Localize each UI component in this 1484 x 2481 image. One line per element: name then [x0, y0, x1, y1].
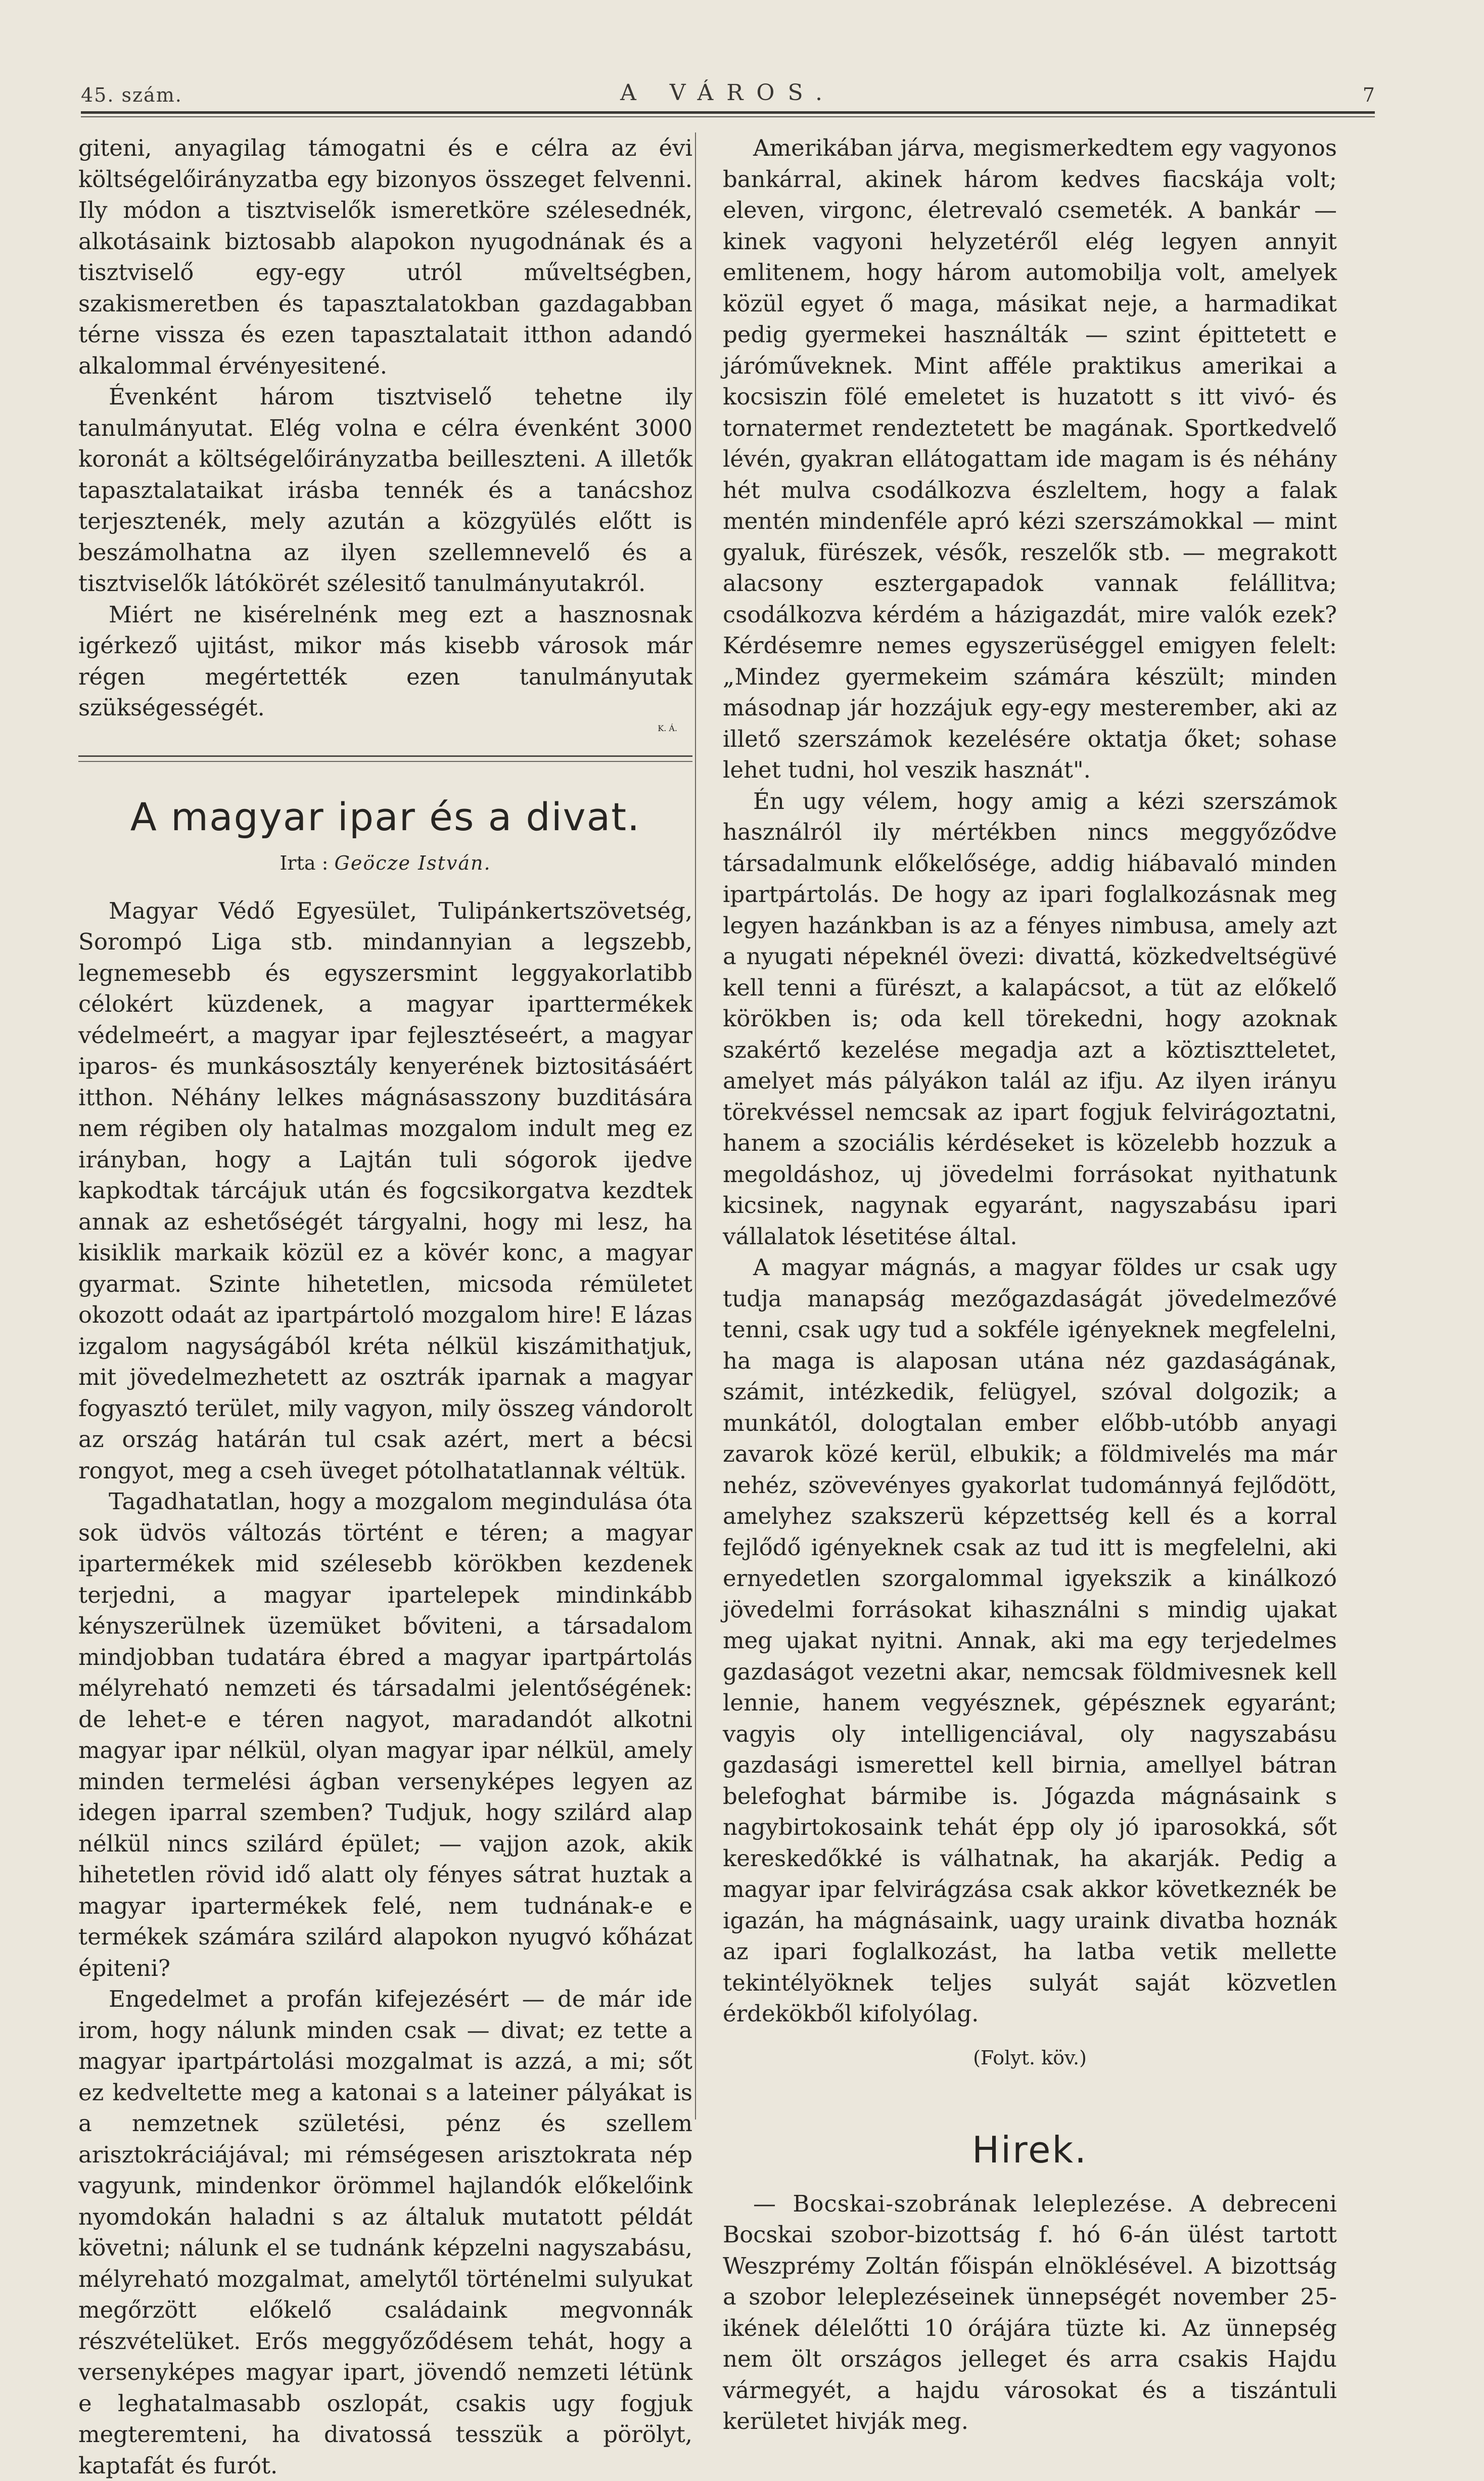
- section-separator: [78, 755, 692, 757]
- news-section-title: Hirek.: [971, 2128, 1088, 2171]
- intro-signature-line: [78, 724, 692, 733]
- news-item: [723, 2188, 1337, 2437]
- news-body: A debreceni Bocskai szobor-bizottság f. hó 6-án ülést tartott Weszprémy Zoltán főispán elnöklésével. A bizottság a szobor leleplezéseinek ünnepségét november 25-ikének délelőtti 10 órájára tüzte ki. Az ünnepség nem ölt országos jelleget és arra csakis Hajdu vármegyét, a hajdu városokat és a tiszántuli kerületet hivják meg.: [723, 2190, 1337, 2434]
- header-rule: [81, 111, 1375, 114]
- left-column: [78, 132, 692, 2481]
- news-headline: — Bocskai-szobrának leleplezése.: [753, 2190, 1174, 2217]
- column-divider: [695, 132, 696, 2119]
- header-rule-thin: [81, 116, 1375, 117]
- byline-prefix: Irta :: [280, 851, 329, 874]
- article-paragraph-1: Magyar Védő Egyesület, Tulipánkertszövetség, Sorompó Liga stb. mindannyian a legszebb, legnemesebb és egyszersmint leggyakorlatibb célokért küzdenek, a magyar iparttermékek védelmeért, a magyar ipar fejlesztéseért, a magyar iparos- és munkásosztály kenyerének biztositásáért itthon. Néhány lelkes mágnásasszony buzditására nem régiben oly hatalmas mozgalom indult meg ez irányban, hogy a Lajtán tuli sógorok ijedve kapkodtak tárcájuk után és fogcsikorgatva kezdtek annak az eshetőségét tárgyalni, hogy mi lesz, ha kisiklik markaik közül ez a kövér konc, a magyar gyarmat. Szinte hihetetlen, micsoda rémületet okozott odaát az ipartpártoló mozgalom hire! E lázas izgalom nagyságából kréta nélkül kiszámithatjuk, mit jövedelmezhetett az osztrák iparnak a magyar fogyasztó terület, mily vagyon, mily összeg vándorolt az ország határán tul csak azért, mert a bécsi rongyot, meg a cseh üveget pótolhatatlannak véltük.: [78, 897, 692, 1484]
- issue-number: 45. szám.: [81, 84, 182, 106]
- article-paragraph-4: Amerikában járva, megismerkedtem egy vagyonos bankárral, akinek három kedves fiacskája volt; eleven, virgonc, életrevaló csemeték. A bankár — kinek vagyoni helyzetéről elég legyen annyit emlitenem, hogy három automobilja volt, amelyek közül egyet ő maga, másikat neje, a harmadikat pedig gyermekei használták — szint épittetett e járóműveknek. Mint afféle praktikus amerikai a kocsiszin fölé emeletet is huzatott s itt vivó- és tornatermet rendeztetett be magának. Sportkedvelő lévén, gyakran ellátogattam ide magam is és néhány hét mulva csodálkozva észleltem, hogy a falak mentén mindenféle apró kézi szerszámokkal — mint gyaluk, fürészek, vésők, reszelők stb. — megrakott alacsony esztergapadok vannak felállitva; csodálkozva kérdém a házigazdát, mire valók ezek? Kérdésemre nemes egyszerüséggel emigyen felelt: „Mindez gyermekeim számára készült; minden másodnap jár hozzájuk egy-egy mesterember, aki az illető szerszámok kezelésére oktatja őket; sohase lehet tudni, hol veszik hasznát".: [723, 134, 1337, 783]
- intro-signature: K. Á.: [658, 723, 677, 733]
- intro-paragraph-1: giteni, anyagilag támogatni és e célra az évi költségelőirányzatba egy bizonyos összeget felvenni. Ily módon a tisztviselők ismeretköre szélesednék, alkotásaink biztosabb alapokon nyugodnának és a tisztviselő egy-egy utról műveltségben, szakismeretben és tapasztalatokban gazdagabban térne vissza és ezen tapasztalatait itthon adandó alkalommal érvényesitené.: [78, 134, 692, 379]
- page-number: 7: [1362, 84, 1375, 106]
- article-title: A magyar ipar és a divat.: [130, 794, 641, 839]
- byline-author: Geöcze István.: [334, 851, 491, 874]
- article-byline: [78, 852, 692, 874]
- newspaper-title: A VÁROS.: [620, 80, 836, 106]
- article-paragraph-3: Engedelmet a profán kifejezésért — de már ide irom, hogy nálunk minden csak — divat; ez tette a magyar ipartpártolási mozgalmat is azzá, a mi; sőt ez kedveltette meg a katonai s a lateiner pályákat is a nemzetnek születési, pénz és szellem arisztokráciájával; mi rémségesen arisztokrata nép vagyunk, mindenkor örömmel hajlandók előkelőink nyomdokán haladni s az általuk mutatott példát követni; nálunk el se tudnánk képzelni nagyszabásu, mélyreható mozgalmat, amelytől történelmi sulyukat megőrzött előkelő családaink megvonnák részvételüket. Erős meggyőződésem tehát, hogy a versenyképes magyar ipart, jövendő nemzeti létünk e leghatalmasabb oszlopát, csakis ugy fogjuk megteremteni, ha divatossá tesszük a pörölyt, kaptafát és furót.: [78, 1986, 692, 2479]
- intro-paragraph-2: Évenként három tisztviselő tehetne ily tanulmányutat. Elég volna e célra évenként 3000 koronát a költségelőirányzatba beilleszteni. A illetők tapasztalataikat irásba tennék és a tanácshoz terjesztenék, mely azután a közgyülés előtt is beszámolhatna az ilyen szellemnevelő és a tisztviselők látókörét szélesitő tanulmányutakról.: [78, 383, 692, 597]
- article-paragraph-5: Én ugy vélem, hogy amig a kézi szerszámok használról ily mértékben nincs meggyőződve társadalmunk előkelősége, addig hiábavaló minden ipartpártolás. De hogy az ipari foglalkozásnak meg legyen hazánkban is az a fényes nimbusa, amely azt a nyugati népeknél övezi: divattá, közkedveltségüvé kell tenni a fürészt, a kalapácsot, a tüt az előkelő körökben is; oda kell törekedni, hogy azoknak szakértő kezelése megadja azt a köztisztteletet, amelyet más pályákon talál az ifju. Az ilyen irányu törekvéssel nemcsak az ipart fogjuk felvirágoztatni, hanem a szociális kérdéseket is közelebb hozzuk a megoldáshoz, uj jövedelmi forrásokat nyithatunk kicsinek, nagynak egyaránt, nagyszabásu ipari vállalatok lésetitése által.: [723, 787, 1337, 1250]
- article-paragraph-2: Tagadhatatlan, hogy a mozgalom megindulása óta sok üdvös változás történt e téren; a magyar ipartermékek mid szélesebb körökben kezdenek terjedni, a magyar ipartelepek mindinkább kényszerülnek üzemüket bőviteni, a társadalom mindjobban tudatára ébred a magyar ipartpártolás mélyreható nemzeti és társadalmi jelentőségének: de lehet-e e téren nagyot, maradandót alkotni magyar ipar nélkül, olyan magyar ipar nélkül, amely minden termelési ágban versenyképes legyen az idegen iparral szemben? Tudjuk, hogy szilárd alap nélkül nincs szilárd épület; — vajjon azok, akik hihetetlen rövid idő alatt oly fényes sátrat huztak a magyar ipartermékek felé, nem tudnának-e e termékek számára szilárd alapokon nyugvó kőházat épiteni?: [78, 1488, 692, 1981]
- article-paragraph-6: A magyar mágnás, a magyar földes ur csak ugy tudja manapság mezőgazdaságát jövedelmezővé tenni, csak ugy tud a sokféle igényeknek megfelelni, ha maga is alaposan utána néz gazdaságának, számit, intézkedik, felügyel, szóval dolgozik; a munkától, dologtalan ember előbb-utóbb anyagi zavarok közé kerül, elbukik; a földmivelés ma már nehéz, szövevényes gyakorlat tudománnyá fejlődött, amelyhez szakszerü képzettség kell és a korral fejlődő igényeknek csak az tud itt is megfelelni, aki ernyedetlen szorgalommal igyekszik a kinálkozó jövedelmi forrásokat kihasználni s mindig ujakat meg ujakat nyitni. Annak, aki ma egy terjedelmes gazdaságot vezetni akar, nemcsak földmivesnek kell lennie, hanem vegyésznek, gépésznek egyaránt; vagyis oly intelligenciával, oly nagyszabásu gazdasági ismerettel kell birnia, amellyel bátran belefoghat bármibe is. Jógazda mágnásaink s nagybirtokosaink tehát épp oly jó iparosokká, sőt kereskedőkké is válhatnak, ha akarják. Pedig a magyar ipar felvirágzása csak akkor következnék be igazán, ha mágnásaink, uagy uraink divatba hoznák az ipari foglalkozást, ha latba vetik mellette tekintélyöknek teljes sulyát saját közvetlen érdekökből kifolyólag.: [723, 1254, 1337, 2027]
- right-column: [723, 132, 1337, 2437]
- page-header: [81, 76, 1375, 111]
- intro-paragraph-3: Miért ne kisérelnénk meg ezt a hasznosnak igérkező ujitást, mikor más kisebb városok már régen megértették ezen tanulmányutak szükségességét.: [78, 601, 692, 721]
- continued-note: (Folyt. köv.): [973, 2046, 1087, 2069]
